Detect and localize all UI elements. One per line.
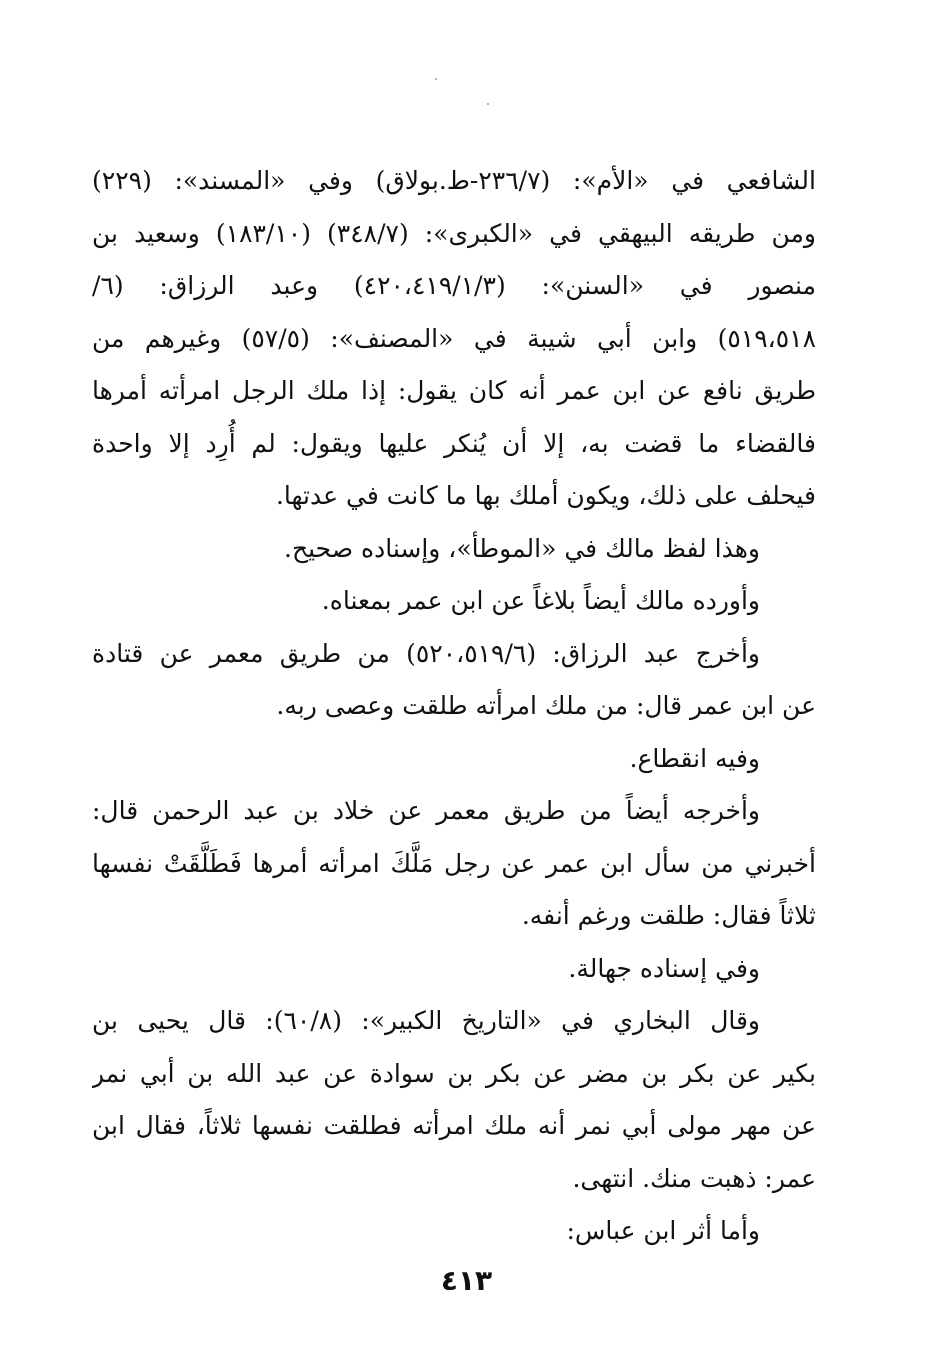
text-line: فيحلف على ذلك، ويكون أملك بها ما كانت في عدتها. (275, 481, 816, 510)
text-line: عمر: ذهبت منك. انتهى. (572, 1163, 816, 1193)
text-line: بكير عن بكر بن مضر عن بكر بن سوادة عن عبد الله بن أبي نمر (92, 1058, 816, 1088)
page-number: ٤١٣ (440, 1264, 493, 1297)
text-line: وأخرج عبد الرزاق: (٥٢٠،٥١٩/٦) من طريق معمر عن قتادة (92, 638, 760, 668)
text-line: وأورده مالك أيضاً بلاغاً عن ابن عمر بمعناه. (321, 586, 760, 615)
paragraph (92, 628, 816, 733)
main-text (92, 155, 816, 1258)
text-line: فالقضاء ما قضت به، إلا أن يُنكر عليها ويقول: لم أُرِد إلا واحدة (92, 428, 816, 458)
text-line: ثلاثاً فقال: طلقت ورغم أنفه. (521, 901, 816, 930)
text-line: ومن طريقه البيهقي في «الكبرى»: (٣٤٨/٧) (١٨٣/١٠) وسعيد بن (92, 218, 816, 248)
scan-speck (435, 78, 437, 80)
paragraph (92, 733, 816, 786)
text-line: الشافعي في «الأم»: (٢٣٦/٧-ط.بولاق) وفي «المسند»: (٢٢٩) (92, 166, 816, 195)
text-line: وأخرجه أيضاً من طريق معمر عن خلاد بن عبد الرحمن قال: (92, 796, 760, 825)
paragraph (92, 523, 816, 576)
text-line: ٥١٩،٥١٨) وابن أبي شيبة في «المصنف»: (٥٧/٥) وغيرهم من (92, 323, 816, 353)
paragraph (92, 785, 816, 943)
text-line: طريق نافع عن ابن عمر أنه كان يقول: إذا ملك الرجل امرأته أمرها (92, 376, 816, 405)
paragraph (92, 575, 816, 628)
paragraph (92, 995, 816, 1205)
text-line: وأما أثر ابن عباس: (566, 1216, 760, 1245)
paragraph (92, 155, 816, 523)
paragraph (92, 943, 816, 996)
text-line: عن مهر مولى أبي نمر أنه ملك امرأته فطلقت نفسها ثلاثاً، فقال ابن (92, 1111, 816, 1140)
text-line: منصور في «السنن»: (٤٢٠،٤١٩/١/٣) وعبد الرزاق: (٦/ (92, 271, 816, 300)
text-line: وفيه انقطاع. (629, 743, 760, 773)
scan-speck (487, 103, 489, 105)
paragraph (92, 1205, 816, 1258)
text-line: وقال البخاري في «التاريخ الكبير»: (٦٠/٨): قال يحيى بن (92, 1006, 760, 1035)
text-line: وفي إسناده جهالة. (568, 953, 760, 983)
text-line: وهذا لفظ مالك في «الموطأ»، وإسناده صحيح. (284, 533, 760, 563)
text-line: أخبرني من سأل ابن عمر عن رجل مَلَّكَ امرأته أمرها فَطَلَّقَتْ نفسها (92, 848, 816, 878)
text-line: عن ابن عمر قال: من ملك امرأته طلقت وعصى ربه. (276, 691, 816, 720)
